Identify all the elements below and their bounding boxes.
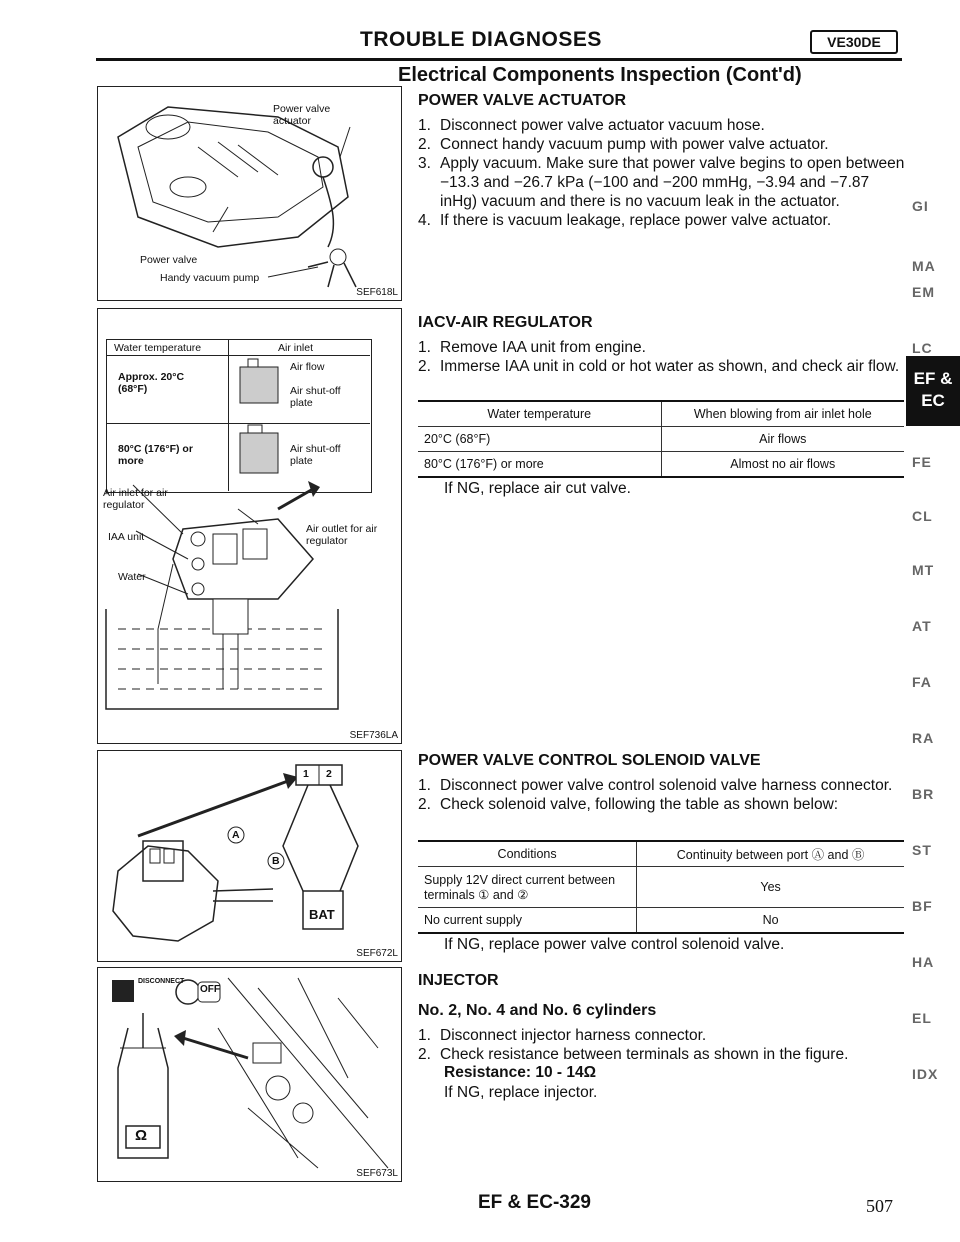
side-index-cl: CL — [912, 508, 933, 524]
section-title-iacv-air-regulator: IACV-AIR REGULATOR — [418, 314, 593, 331]
side-index-em: EM — [912, 284, 935, 300]
table-header-cell: Continuity between port Ⓐ and Ⓑ — [637, 841, 904, 867]
table-header-cell: Conditions — [497, 847, 557, 861]
steps-iacv-air-regulator — [418, 338, 906, 376]
figure-code: SEF672L — [356, 948, 398, 959]
note-injector: If NG, replace injector. — [444, 1084, 598, 1101]
list-item: 1. Disconnect injector harness connector. — [418, 1027, 707, 1044]
figure-code: SEF736LA — [349, 730, 398, 741]
label-water: Water — [118, 571, 146, 583]
ohm-label: Ω — [135, 1127, 148, 1144]
side-index-idx: IDX — [912, 1066, 939, 1082]
section-title-power-valve-actuator: POWER VALVE ACTUATOR — [418, 92, 626, 109]
table-cell: No — [637, 908, 904, 934]
label-iaa-unit: IAA unit — [108, 531, 145, 543]
table-cell: Yes — [637, 867, 904, 908]
steps-injector — [418, 1026, 906, 1064]
terminal-1-label: 1 — [303, 768, 309, 780]
side-index-lc: LC — [912, 340, 933, 356]
label-power-valve-actuator: Power valve actuator — [273, 103, 331, 127]
side-index-mt: MT — [912, 562, 935, 578]
table-header-row — [418, 841, 904, 867]
list-item: 4. If there is vacuum leakage, replace power valve actuator. — [418, 212, 832, 229]
page-number: 507 — [866, 1196, 893, 1216]
page-title: TROUBLE DIAGNOSES — [360, 28, 602, 51]
side-index-fe: FE — [912, 454, 932, 470]
table-row — [418, 908, 904, 934]
section-subtitle: Electrical Components Inspection (Cont'd) — [398, 64, 802, 86]
port-a-label: A — [232, 829, 240, 841]
section-title-solenoid-valve: POWER VALVE CONTROL SOLENOID VALVE — [418, 752, 761, 769]
list-item: 2. Check resistance between terminals as shown in the figure. — [418, 1046, 849, 1063]
side-index-st: ST — [912, 842, 932, 858]
footer-page-code: EF & EC-329 — [478, 1192, 591, 1213]
table-header-row — [418, 401, 904, 427]
list-item: 2. Connect handy vacuum pump with power valve actuator. — [418, 136, 829, 153]
table-cell: 80°C (176°F) or more — [424, 457, 544, 471]
side-index-fa: FA — [912, 674, 932, 690]
section-title-injector: INJECTOR — [418, 972, 499, 989]
side-index-ha: HA — [912, 954, 935, 970]
ignition-off-label: OFF — [200, 984, 220, 995]
figure-code: SEF618L — [356, 287, 398, 298]
engine-drawing — [98, 87, 400, 299]
fig-row2-temp: 80°C (176°F) or more — [118, 443, 193, 467]
side-tab-line-1: EF & — [913, 369, 953, 388]
label-handy-vacuum-pump: Handy vacuum pump — [160, 272, 260, 284]
side-index-br: BR — [912, 786, 935, 802]
list-item: 3. Apply vacuum. Make sure that power valve begins to open between −13.3 and −26.7 kPa (−100 and −200 mmHg, −3.94 and −7.87 inHg) vacuum and there is no vacuum leak in the actuator. — [418, 155, 905, 210]
solenoid-drawing — [98, 751, 400, 959]
battery-label: BAT — [309, 907, 335, 922]
fig-row1-plate: Air shut-off plate — [290, 385, 341, 409]
label-air-inlet: Air inlet for air regulator — [103, 487, 168, 511]
injector-drawing — [98, 968, 400, 1180]
list-item: 1. Remove IAA unit from engine. — [418, 339, 646, 356]
table-row — [418, 452, 904, 478]
side-index-ra: RA — [912, 730, 935, 746]
label-air-outlet: Air outlet for air regulator — [306, 523, 378, 547]
side-tab-ef-ec — [906, 356, 960, 426]
list-item: 1. Disconnect power valve actuator vacuum hose. — [418, 117, 765, 134]
figure-power-valve-actuator — [97, 86, 402, 301]
engine-badge: VE30DE — [810, 30, 898, 54]
note-iacv: If NG, replace air cut valve. — [444, 480, 631, 497]
side-index-ma: MA — [912, 258, 936, 274]
side-index-el: EL — [912, 1010, 932, 1026]
table-cell: Almost no air flows — [661, 452, 904, 478]
steps-solenoid-valve — [418, 776, 906, 814]
table-header-cell: Water temperature — [487, 407, 592, 421]
list-item: 1. Disconnect power valve control solenoid valve harness connector. — [418, 777, 893, 794]
side-index-gi: GI — [912, 198, 929, 214]
terminal-2-label: 2 — [326, 768, 332, 780]
fig-col-air-inlet: Air inlet — [278, 342, 314, 354]
note-solenoid: If NG, replace power valve control solenoid valve. — [444, 936, 785, 953]
figure-injector — [97, 967, 402, 1182]
disconnect-label: DISCONNECT — [138, 978, 185, 985]
fig-row1-flow: Air flow — [290, 361, 325, 373]
header-rule — [96, 58, 902, 61]
table-solenoid-continuity — [418, 840, 904, 934]
resistance-spec: Resistance: 10 - 14Ω — [444, 1064, 597, 1081]
table-row — [418, 867, 904, 908]
fig-col-water-temp: Water temperature — [114, 342, 202, 354]
fig-row1-temp: Approx. 20°C (68°F) — [118, 371, 185, 395]
table-cell: Supply 12V direct current between terminals ① and ② — [424, 872, 616, 902]
table-iacv-air-flow — [418, 400, 904, 478]
table-row — [418, 427, 904, 452]
figure-solenoid-valve — [97, 750, 402, 962]
section-subtitle-injector: No. 2, No. 4 and No. 6 cylinders — [418, 1002, 657, 1019]
figure-code: SEF673L — [356, 1168, 398, 1179]
fig-row2-plate: Air shut-off plate — [290, 443, 341, 467]
steps-power-valve-actuator — [418, 116, 906, 230]
table-header-cell: When blowing from air inlet hole — [661, 401, 904, 427]
label-power-valve: Power valve — [140, 254, 198, 266]
list-item: 2. Immerse IAA unit in cold or hot water as shown, and check air flow. — [418, 358, 900, 375]
table-cell: 20°C (68°F) — [424, 432, 491, 446]
port-b-label: B — [272, 855, 280, 867]
table-cell: No current supply — [424, 913, 522, 927]
list-item: 2. Check solenoid valve, following the table as shown below: — [418, 796, 839, 813]
side-index-bf: BF — [912, 898, 933, 914]
table-cell: Air flows — [661, 427, 904, 452]
side-tab-line-2: EC — [921, 391, 945, 410]
figure-iacv-air-regulator — [97, 308, 402, 744]
side-index-at: AT — [912, 618, 932, 634]
